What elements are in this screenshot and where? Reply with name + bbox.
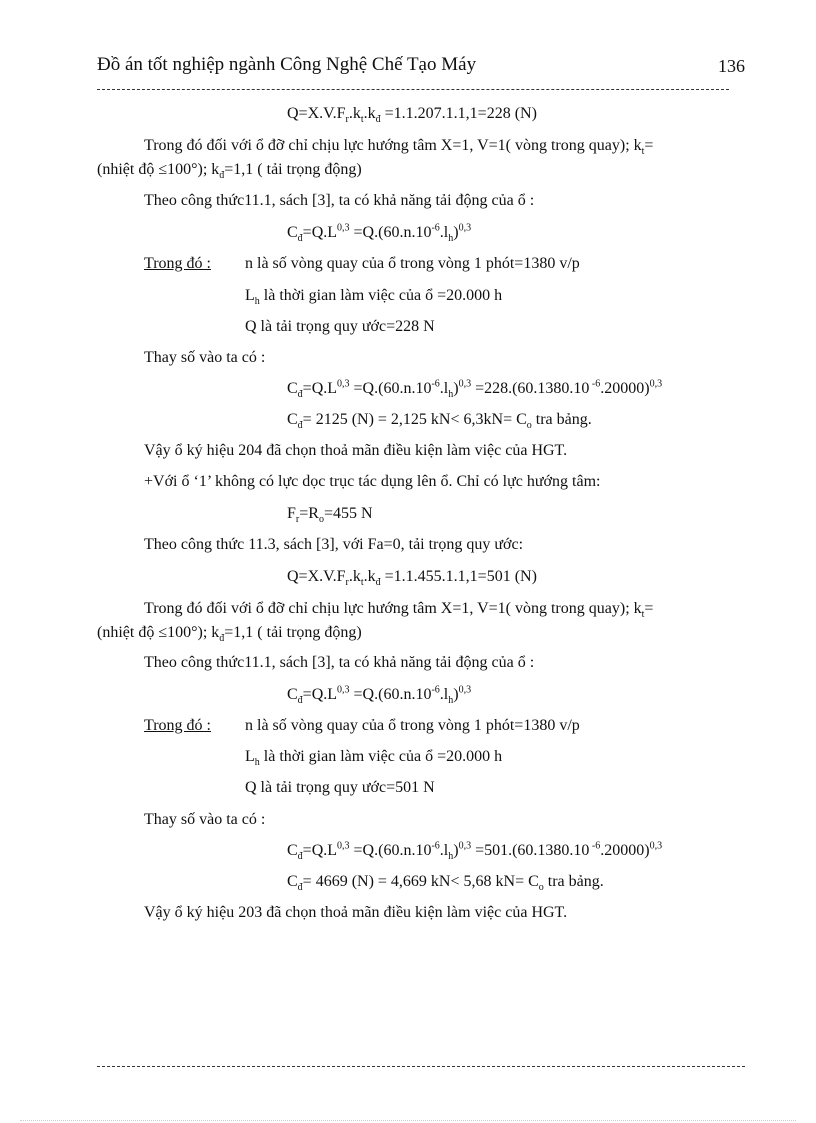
n-desc-2: n là số vòng quay của ổ trong vòng 1 phót=1380 v/p <box>245 717 580 734</box>
trong-do-label-1: Trong đó : <box>144 255 211 272</box>
cd-formula-1: $C_đ=Q.L^{0,3} =Q.(60.n.10^{-6}.l_h)^{0,3}$ <box>287 222 472 245</box>
document-title: Đồ án tốt nghiệp ngành Công Nghệ Chế Tạo Máy <box>97 54 477 75</box>
lh-desc-1: $L_h$ là thời gian làm việc của ổ =20.000 h <box>245 287 503 308</box>
substitution-1: $C_đ=Q.L^{0,3} =Q.(60.n.10^{-6}.l_h)^{0,3} =228.(60.1380.10$ $^{-6}$.20000)$^{0,3}$ <box>287 378 663 401</box>
q-desc-1: Q là tải trọng quy ước=228 N <box>245 318 435 335</box>
where-line-b-1: (nhiệt độ ≤100°); $k_đ=1,1$ ( tải trọng động) <box>97 161 362 182</box>
result-2: $C_đ= 4669$ (N) = 4,669 kN< 5,68 $kN= C_o$ tra bảng. <box>287 873 604 894</box>
result-1: $C_đ= 2125$ (N) = 2,125 $kN< 6,3kN= C_o$ tra bảng. <box>287 411 592 432</box>
where-line-a-1: Trong đó đối với ổ đỡ chỉ chịu lực hướng tâm X=1, V=1( vòng trong quay); $k_t=$ <box>144 137 654 158</box>
lh-desc-2: $L_h$ là thời gian làm việc của ổ =20.000 h <box>245 748 503 769</box>
q-formula-1: $Q=X.V.F_r.k_t.k_đ =1.1.207.1.1,1=228$ (N) <box>287 105 537 126</box>
page-number: 136 <box>718 56 745 76</box>
where-line-b-2: (nhiệt độ ≤100°); $k_đ=1,1$ ( tải trọng động) <box>97 624 362 645</box>
theo-formula-2: Theo công thức11.1, sách [3], ta có khả năng tải động của ổ : <box>144 654 535 671</box>
header-divider <box>97 89 729 90</box>
n-desc-1: n là số vòng quay của ổ trong vòng 1 phót=1380 v/p <box>245 255 580 272</box>
trong-do-label-2: Trong đó : <box>144 717 211 734</box>
thay-so-1: Thay số vào ta có : <box>144 349 266 366</box>
q-desc-2: Q là tải trọng quy ước=501 N <box>245 779 435 796</box>
where-line-a-2: Trong đó đối với ổ đỡ chỉ chịu lực hướng tâm X=1, V=1( vòng trong quay); $k_t=$ <box>144 600 654 621</box>
conclusion-1: Vậy ổ ký hiệu 204 đã chọn thoả mãn điều kiện làm việc của HGT. <box>144 442 568 459</box>
page-edge-dots <box>20 1120 796 1121</box>
substitution-2: $C_đ=Q.L^{0,3} =Q.(60.n.10^{-6}.l_h)^{0,3} =501.(60.1380.10$ $^{-6}$.20000)$^{0,3}$ <box>287 840 663 863</box>
theo-formula-1: Theo công thức11.1, sách [3], ta có khả năng tải động của ổ : <box>144 192 535 209</box>
theo-113: Theo công thức 11.3, sách [3], với Fa=0, tải trọng quy ước: <box>144 536 524 553</box>
bearing-1-intro: +Với ổ ‘1’ không có lực dọc trục tác dụng lên ổ. Chỉ có lực hướng tâm: <box>144 473 601 490</box>
footer-divider <box>97 1066 745 1067</box>
fr-equation: $F_r=R_o=455$ N <box>287 505 373 526</box>
conclusion-2: Vậy ổ ký hiệu 203 đã chọn thoả mãn điều kiện làm việc của HGT. <box>144 904 568 921</box>
cd-formula-2: $C_đ=Q.L^{0,3} =Q.(60.n.10^{-6}.l_h)^{0,3}$ <box>287 684 472 707</box>
thay-so-2: Thay số vào ta có : <box>144 811 266 828</box>
q-formula-2: $Q=X.V.F_r.k_t.k_đ =1.1.455.1.1,1=501$ (N) <box>287 568 537 589</box>
